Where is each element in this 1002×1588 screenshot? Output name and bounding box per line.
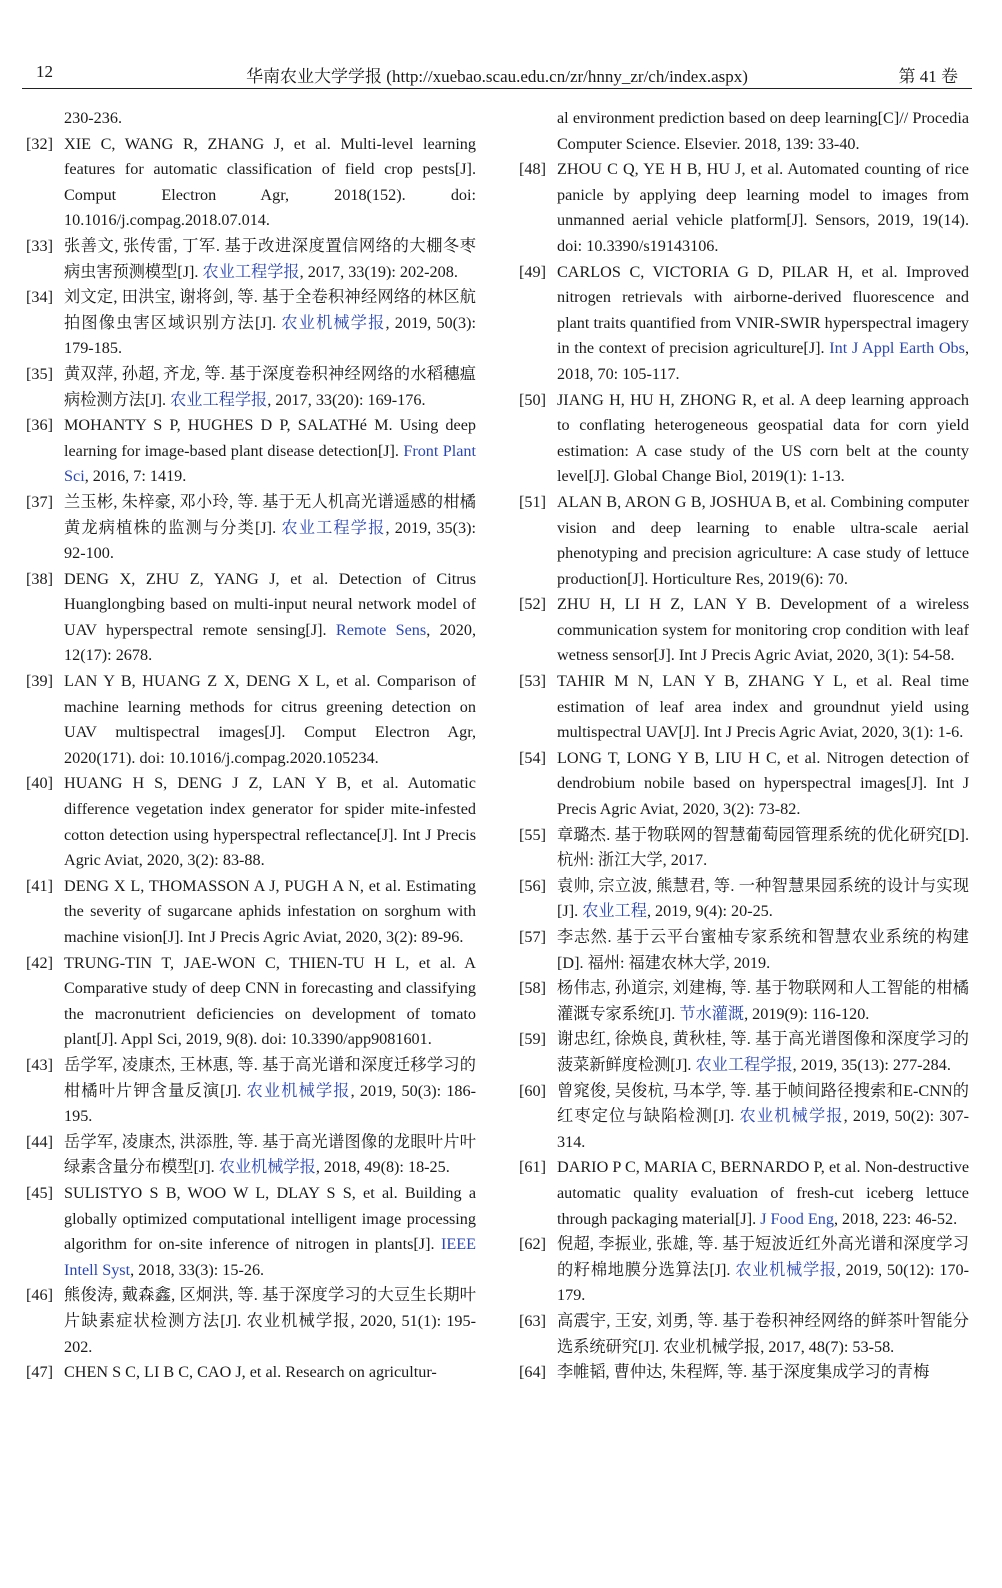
reference-entry	[26, 362, 476, 413]
reference-entry	[519, 1360, 969, 1386]
reference-entry	[26, 567, 476, 669]
reference-number: [55]	[519, 825, 546, 844]
reference-citation-tail: , 2018, 223: 46-52.	[833, 1209, 958, 1228]
journal-link[interactable]: 农业机械学报	[218, 1158, 316, 1177]
reference-number: [48]	[519, 160, 546, 179]
reference-text: 章璐杰. 基于物联网的智慧葡萄园管理系统的优化研究[D]. 杭州: 浙江大学, 2017.	[557, 825, 969, 870]
journal-link[interactable]: 农业工程学报	[170, 390, 268, 409]
reference-number: [32]	[26, 134, 53, 153]
reference-text: CARLOS C, VICTORIA G D, PILAR H, et al. Improved nitrogen retrievals with airborne-derived fluorescence and plant traits quantified from VNIR-SWIR hyperspectral imagery in the context of precision agriculture[J].	[557, 262, 969, 358]
reference-text: 兰玉彬, 朱梓豪, 邓小玲, 等. 基于无人机高光谱遥感的柑橘黄龙病植株的监测与分类[J].	[64, 492, 476, 537]
journal-link[interactable]: Front Plant Sci	[64, 441, 477, 486]
reference-text: DENG X L, THOMASSON A J, PUGH A N, et al. Estimating the severity of sugarcane aphids infestation on sorghum with machine vision[J]. Int J Precis Agric Aviat, 2020, 3(2): 89-96.	[64, 876, 476, 946]
reference-number: [64]	[519, 1363, 546, 1382]
reference-number: [53]	[519, 672, 546, 691]
reference-text: 倪超, 李振业, 张雄, 等. 基于短波近红外高光谱和深度学习的籽棉地膜分选算法[J].	[557, 1235, 969, 1279]
reference-text: TRUNG-TIN T, JAE-WON C, THIEN-TU H L, et al. A Comparative study of deep CNN in forecasting and classifying the macronutrient deficiencies on development of tomato plant[J]. Appl Sci, 2019, 9(8). doi: 10.3390/app9081601.	[64, 953, 476, 1049]
reference-entry	[519, 669, 969, 746]
reference-number: [47]	[26, 1363, 53, 1382]
reference-entry	[26, 771, 476, 873]
journal-link[interactable]: 农业机械学报	[246, 1081, 351, 1100]
reference-entry	[26, 1181, 476, 1283]
reference-citation-tail: , 2017, 33(20): 169-176.	[267, 390, 426, 409]
reference-entry	[519, 260, 969, 388]
reference-entry	[519, 823, 969, 874]
journal-link[interactable]: Int J Appl Earth Obs	[829, 339, 965, 358]
reference-text: al environment prediction based on deep learning[C]// Procedia Computer Science. Elsevier. 2018, 139: 33-40.	[557, 109, 969, 153]
reference-text: 黄双萍, 孙超, 齐龙, 等. 基于深度卷积神经网络的水稻穗瘟病检测方法[J].	[64, 364, 476, 409]
page-number: 12	[36, 62, 53, 81]
reference-text: 刘文定, 田洪宝, 谢将剑, 等. 基于全卷积神经网络的林区航拍图像虫害区域识别方法[J].	[64, 288, 476, 332]
reference-entry	[26, 490, 476, 567]
reference-citation-tail: , 2019, 50(3): 179-185.	[64, 313, 477, 358]
reference-text: SULISTYO S B, WOO W L, DLAY S S, et al. Building a globally optimized computational intelligent image processing algorithm for on-site inference of nitrogen in plants[J].	[64, 1183, 476, 1254]
journal-link[interactable]: 农业工程	[582, 902, 647, 921]
reference-entry	[26, 874, 476, 951]
running-header	[22, 58, 972, 89]
reference-text: XIE C, WANG R, ZHANG J, et al. Multi-level learning features for automatic classification of field crop pests[J]. Comput Electron Agr, 2018(152). doi: 10.1016/j.compag.2018.07.014.	[64, 134, 476, 230]
reference-number: [43]	[26, 1055, 53, 1074]
reference-number: [52]	[519, 595, 546, 614]
reference-number: [58]	[519, 979, 546, 998]
reference-text: CHEN S C, LI B C, CAO J, et al. Research on agricultur-	[64, 1363, 437, 1382]
reference-citation-tail: , 2019(9): 116-120.	[744, 1004, 870, 1023]
journal-link[interactable]: Remote Sens	[335, 620, 427, 639]
reference-citation-tail: , 2019, 35(3): 92-100.	[64, 518, 477, 563]
journal-link[interactable]: J Food Eng	[760, 1209, 834, 1228]
reference-text: ZHOU C Q, YE H B, HU J, et al. Automated counting of rice panicle by applying deep learning model to images from unmanned aerial vehicle platform[J]. Sensors, 2019, 19(14). doi: 10.3390/s19143106.	[557, 160, 969, 255]
reference-entry	[519, 1027, 969, 1078]
reference-text: 230-236.	[64, 109, 122, 127]
reference-entry	[519, 746, 969, 823]
reference-number: [54]	[519, 748, 546, 767]
reference-citation-tail: , 2019, 9(4): 20-25.	[646, 902, 773, 921]
reference-citation-tail: , 2017, 33(19): 202-208.	[299, 262, 458, 281]
reference-entry	[26, 1130, 476, 1181]
reference-entry	[519, 874, 969, 925]
reference-entry	[519, 592, 969, 669]
reference-text: 杨伟志, 孙道宗, 刘建梅, 等. 基于物联网和人工智能的柑橘灌溉专家系统[J].	[557, 979, 969, 1023]
reference-text: 李志然. 基于云平台蜜柚专家系统和智慧农业系统的构建[D]. 福州: 福建农林大学, 2019.	[557, 928, 969, 972]
reference-text: 岳学军, 凌康杰, 洪添胜, 等. 基于高光谱图像的龙眼叶片叶绿素含量分布模型[J].	[64, 1132, 476, 1177]
reference-entry	[26, 1360, 476, 1386]
reference-citation-tail: , 2019, 35(13): 277-284.	[792, 1055, 951, 1074]
reference-number: [42]	[26, 953, 53, 972]
reference-entry	[519, 490, 969, 592]
reference-citation-tail: , 2018, 33(3): 15-26.	[130, 1260, 265, 1279]
reference-entry	[26, 951, 476, 1053]
reference-entry	[26, 1283, 476, 1360]
reference-number: [41]	[26, 876, 53, 895]
reference-citation-tail: , 2019, 50(12): 170-179.	[557, 1260, 969, 1305]
reference-text: 曾窕俊, 吴俊杭, 马本学, 等. 基于帧间路径搜索和E-CNN的红枣定位与缺陷检测[J].	[557, 1081, 969, 1126]
reference-entry	[26, 106, 476, 132]
reference-number: [33]	[26, 236, 53, 255]
journal-link[interactable]: 农业机械学报	[281, 313, 386, 332]
reference-number: [59]	[519, 1030, 546, 1049]
reference-entry	[519, 106, 969, 157]
reference-number: [45]	[26, 1183, 53, 1202]
journal-link[interactable]: 节水灌溉	[679, 1004, 745, 1023]
reference-number: [63]	[519, 1311, 546, 1330]
reference-entry	[26, 234, 476, 285]
journal-link[interactable]: 农业机械学报	[735, 1260, 837, 1279]
reference-text: ZHU H, LI H Z, LAN Y B. Development of a wireless communication system for monitoring crop condition with leaf wetness sensor[J]. Int J Precis Agric Aviat, 2020, 3(1): 54-58.	[557, 595, 969, 665]
reference-text: 张善文, 张传雷, 丁军. 基于改进深度置信网络的大棚冬枣病虫害预测模型[J].	[64, 236, 476, 281]
reference-entry	[519, 388, 969, 490]
reference-entry	[26, 413, 476, 490]
journal-link[interactable]: 农业工程学报	[202, 262, 300, 281]
reference-text: 高震宇, 王安, 刘勇, 等. 基于卷积神经网络的鲜茶叶智能分选系统研究[J]. 农业机械学报, 2017, 48(7): 53-58.	[557, 1311, 969, 1356]
reference-entry	[519, 1232, 969, 1309]
reference-citation-tail: , 2020, 12(17): 2678.	[64, 620, 477, 665]
reference-number: [37]	[26, 492, 53, 511]
reference-number: [51]	[519, 492, 546, 511]
reference-text: LAN Y B, HUANG Z X, DENG X L, et al. Comparison of machine learning methods for citrus greening detection on UAV multispectral images[J]. Comput Electron Agr, 2020(171). doi: 10.1016/j.compag.2020.105234.	[64, 672, 476, 767]
reference-text: ALAN B, ARON G B, JOSHUA B, et al. Combining computer vision and deep learning to enable ultra-scale aerial phenotyping and precision agriculture: A case study of lettuce production[J]. Horticulture Res, 2019(6): 70.	[557, 492, 969, 588]
reference-entry	[519, 976, 969, 1027]
reference-number: [44]	[26, 1132, 53, 1151]
reference-number: [38]	[26, 569, 53, 588]
reference-text: HUANG H S, DENG J Z, LAN Y B, et al. Automatic difference vegetation index generator for spider mite-infested cotton detection using hyperspectral reflectance[J]. Int J Precis Agric Aviat, 2020, 3(2): 83-88.	[64, 774, 476, 870]
reference-citation-tail: , 2019, 50(2): 307-314.	[557, 1107, 969, 1151]
reference-text: 谢忠红, 徐焕良, 黄秋桂, 等. 基于高光谱图像和深度学习的菠菜新鲜度检测[J].	[557, 1030, 969, 1074]
reference-number: [35]	[26, 364, 53, 383]
reference-column-right	[519, 106, 969, 1386]
reference-number: [39]	[26, 672, 53, 691]
reference-entry	[519, 1079, 969, 1156]
journal-title: 华南农业大学学报 (http://xuebao.scau.edu.cn/zr/hnny_zr/ch/index.aspx)	[246, 67, 748, 86]
reference-number: [60]	[519, 1081, 546, 1100]
reference-citation-tail: , 2016, 7: 1419.	[84, 467, 187, 486]
reference-entry	[26, 669, 476, 771]
reference-number: [56]	[519, 876, 546, 895]
reference-column-left	[26, 106, 476, 1386]
journal-link[interactable]: 农业工程学报	[281, 518, 386, 537]
reference-text: DENG X, ZHU Z, YANG J, et al. Detection of Citrus Huanglongbing based on multi-input neural network model of UAV hyperspectral remote sensing[J].	[64, 569, 476, 639]
reference-number: [46]	[26, 1286, 53, 1305]
reference-entry	[26, 285, 476, 362]
reference-text: 熊俊涛, 戴森鑫, 区炯洪, 等. 基于深度学习的大豆生长期叶片缺素症状检测方法[J]. 农业机械学报, 2020, 51(1): 195-202.	[64, 1286, 476, 1356]
reference-entry	[26, 132, 476, 234]
reference-text: JIANG H, HU H, ZHONG R, et al. A deep learning approach to conflating heterogeneous geospatial data for corn yield estimation: A case study of the US corn belt at the county level[J]. Global Change Biol, 2019(1): 1-13.	[557, 390, 969, 486]
reference-number: [62]	[519, 1235, 546, 1254]
reference-text: 李帷韬, 曹仲达, 朱程辉, 等. 基于深度集成学习的青梅	[557, 1363, 930, 1382]
reference-citation-tail: , 2019, 50(3): 186-195.	[64, 1081, 476, 1126]
reference-number: [61]	[519, 1158, 546, 1177]
reference-text: MOHANTY S P, HUGHES D P, SALATHé M. Using deep learning for image-based plant disease detection[J].	[64, 416, 476, 460]
reference-text: 岳学军, 凌康杰, 王林惠, 等. 基于高光谱和深度迁移学习的柑橘叶片钾含量反演[J].	[64, 1055, 476, 1100]
reference-number: [40]	[26, 774, 53, 793]
journal-link[interactable]: IEEE Intell Syst	[64, 1235, 476, 1279]
reference-entry	[519, 157, 969, 259]
volume-label: 第 41 卷	[898, 67, 958, 86]
reference-citation-tail: , 2018, 49(8): 18-25.	[315, 1158, 450, 1177]
journal-link[interactable]: 农业工程学报	[695, 1055, 793, 1074]
reference-entry	[519, 1155, 969, 1232]
reference-number: [34]	[26, 288, 53, 307]
reference-entry	[519, 1309, 969, 1360]
reference-number: [36]	[26, 416, 53, 435]
reference-entry	[519, 925, 969, 976]
reference-text: DARIO P C, MARIA C, BERNARDO P, et al. Non-destructive automatic quality evaluation of fresh-cut iceberg lettuce through packaging material[J].	[557, 1158, 969, 1228]
reference-text: LONG T, LONG Y B, LIU H C, et al. Nitrogen detection of dendrobium nobile based on hyperspectral images[J]. Int J Precis Agric Aviat, 2020, 3(2): 73-82.	[557, 748, 969, 819]
reference-number: [57]	[519, 928, 546, 946]
reference-number: [49]	[519, 262, 546, 281]
journal-link[interactable]: 农业机械学报	[739, 1107, 844, 1126]
reference-text: 袁帅, 宗立波, 熊慧君, 等. 一种智慧果园系统的设计与实现[J].	[557, 876, 969, 921]
reference-entry	[26, 1053, 476, 1130]
reference-text: TAHIR M N, LAN Y B, ZHANG Y L, et al. Real time estimation of leaf area index and groundnut yield using multispectral UAV[J]. Int J Precis Agric Aviat, 2020, 3(1): 1-6.	[557, 672, 969, 742]
reference-number: [50]	[519, 390, 546, 409]
reference-citation-tail: , 2018, 70: 105-117.	[557, 339, 970, 383]
